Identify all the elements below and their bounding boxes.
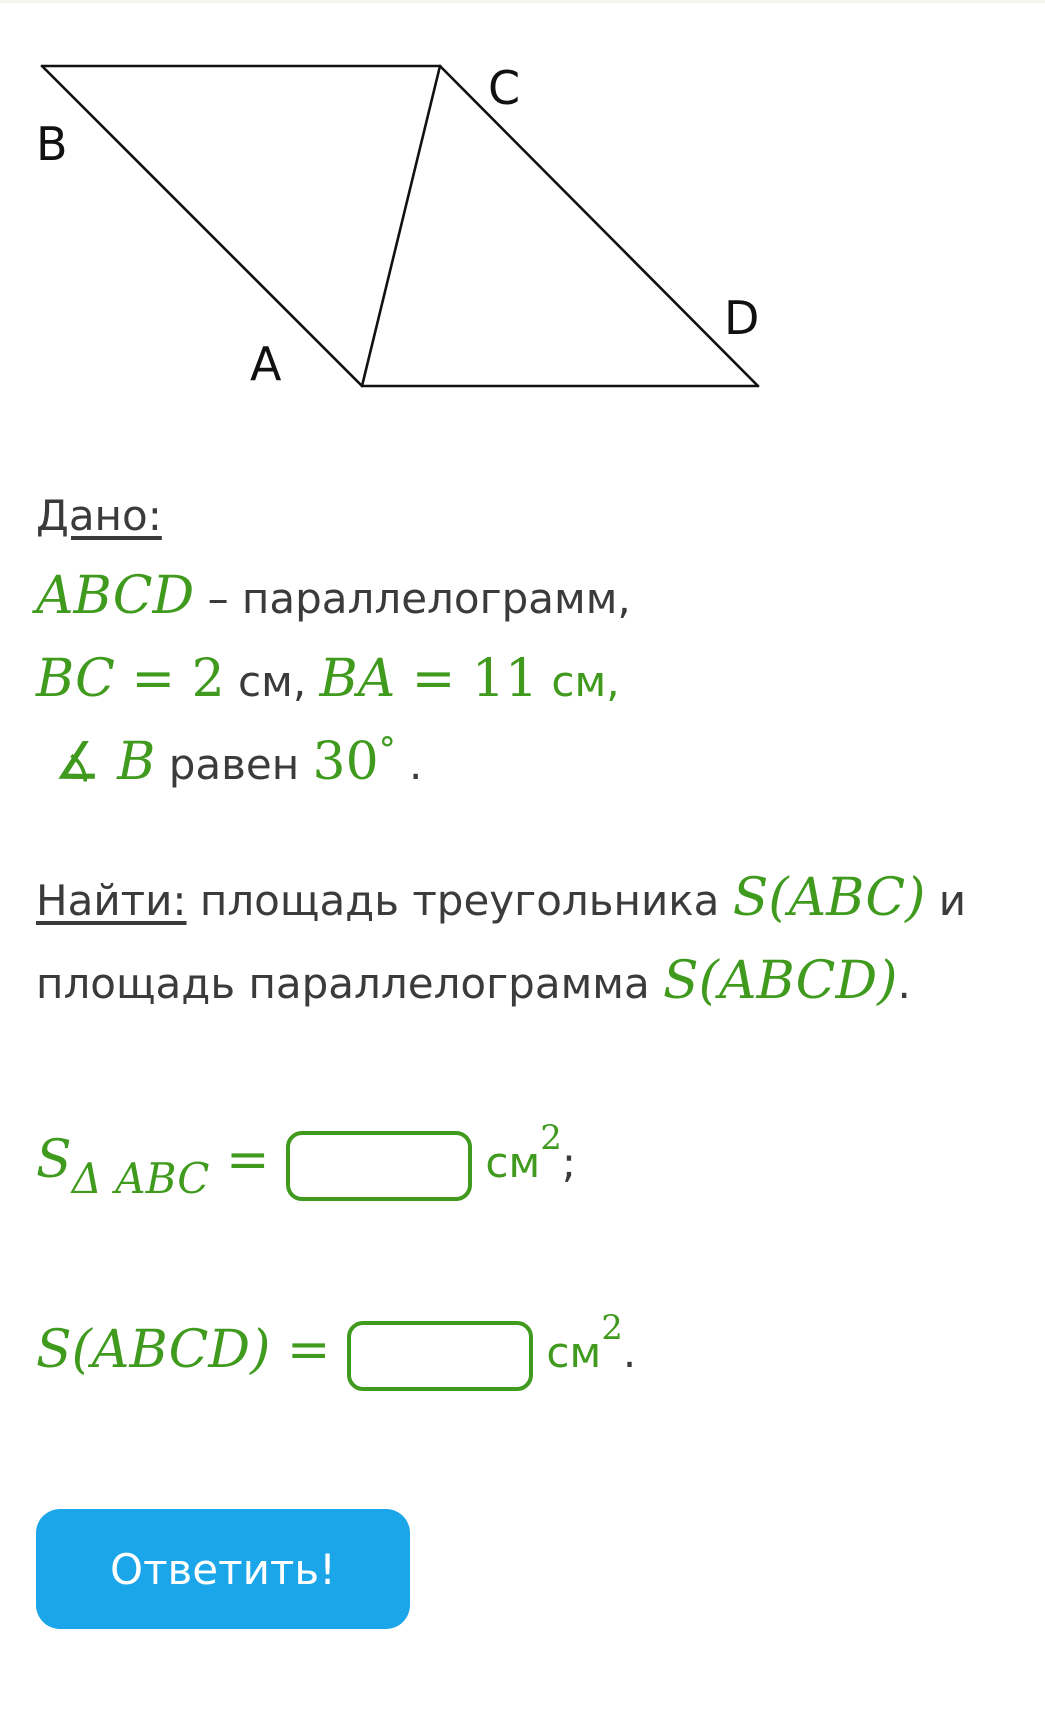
parallelogram-figure <box>0 0 1045 420</box>
vertex-label-C: C <box>488 61 521 115</box>
given-line-3: ∡ B равен 30° . <box>36 722 631 808</box>
submit-answer-button[interactable]: Ответить! <box>36 1509 410 1629</box>
parallelogram-area-input[interactable] <box>347 1321 533 1391</box>
given-heading: Дано: <box>36 491 162 540</box>
find-heading: Найти: <box>36 876 187 925</box>
area-subscript: Δ ABC <box>71 1154 210 1203</box>
given-line-1: ABCD – параллелограмм, <box>36 566 631 626</box>
find-line-1: Найти: площадь треугольника S(ABC) и <box>36 868 967 928</box>
triangle-area-input[interactable] <box>286 1131 472 1201</box>
given-line-2: BC = 2 см, BA = 11 см, <box>36 649 620 709</box>
answer-row-triangle: SΔ ABC = $см^2$; <box>36 1118 576 1203</box>
find-block <box>36 858 966 1024</box>
vertex-label-B: B <box>36 117 68 171</box>
find-line-2: площадь параллелограмма S(ABCD). <box>36 951 911 1011</box>
side-BA <box>42 66 362 386</box>
vertex-label-D: D <box>724 291 760 345</box>
answer-row-parallelogram: S(ABCD) = $см^2$. <box>36 1300 636 1406</box>
diagonal-CA <box>362 66 440 386</box>
area-label: S(ABCD) = <box>36 1320 348 1380</box>
angle-symbol: ∡ <box>54 732 118 792</box>
area-symbol: S <box>36 1130 72 1190</box>
given-block <box>36 476 631 808</box>
vertex-label-A: A <box>250 337 282 391</box>
